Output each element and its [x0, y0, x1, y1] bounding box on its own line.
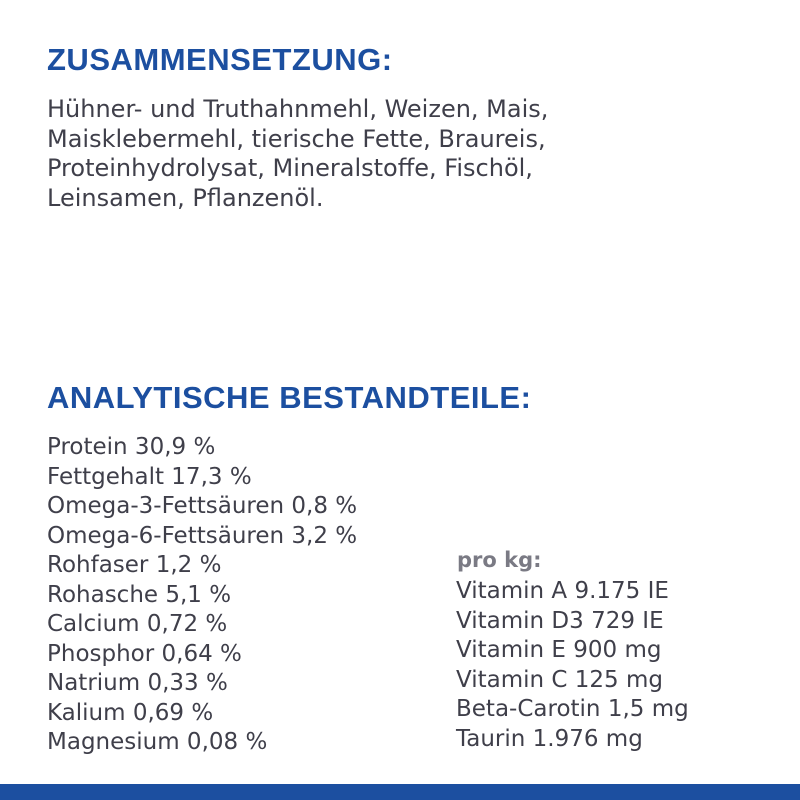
vitamin-item: Vitamin E 900 mg [456, 637, 662, 663]
vitamin-item: Vitamin A 9.175 IE [456, 578, 669, 604]
analytic-item: Calcium 0,72 % [47, 611, 228, 637]
composition-text [47, 95, 767, 213]
analytic-item: Magnesium 0,08 % [47, 729, 268, 755]
analytic-item: Protein 30,9 % [47, 434, 216, 460]
analytic-item: Natrium 0,33 % [47, 670, 228, 696]
per-kg-label: pro kg: [457, 548, 542, 572]
analytic-list [47, 433, 357, 758]
bottom-bar [0, 784, 800, 800]
vitamin-item: Vitamin D3 729 IE [456, 607, 664, 634]
analytic-heading: ANALYTISCHE BESTANDTEILE: [47, 380, 532, 415]
analytic-item: Fettgehalt 17,3 % [47, 463, 252, 490]
composition-line: Hühner- und Truthahnmehl, Weizen, Mais, [47, 95, 549, 123]
composition-heading: ZUSAMMENSETZUNG: [47, 42, 393, 77]
composition-line: Maisklebermehl, tierische Fette, Braureis, [47, 124, 546, 153]
composition-line: Proteinhydrolysat, Mineralstoffe, Fischöl, [47, 154, 533, 182]
vitamin-item: Vitamin C 125 mg [456, 666, 663, 693]
analytic-item: Omega-3-Fettsäuren 0,8 % [47, 493, 358, 519]
analytic-item: Rohfaser 1,2 % [47, 552, 222, 578]
analytic-item: Rohasche 5,1 % [47, 581, 232, 608]
vitamin-item: Beta-Carotin 1,5 mg [456, 696, 689, 722]
vitamin-list [456, 577, 689, 754]
analytic-item: Phosphor 0,64 % [47, 640, 242, 667]
analytic-item: Kalium 0,69 % [47, 699, 214, 726]
vitamin-item: Taurin 1.976 mg [456, 725, 643, 752]
analytic-item: Omega-6-Fettsäuren 3,2 % [47, 522, 358, 549]
composition-line: Leinsamen, Pflanzenöl. [47, 183, 324, 212]
